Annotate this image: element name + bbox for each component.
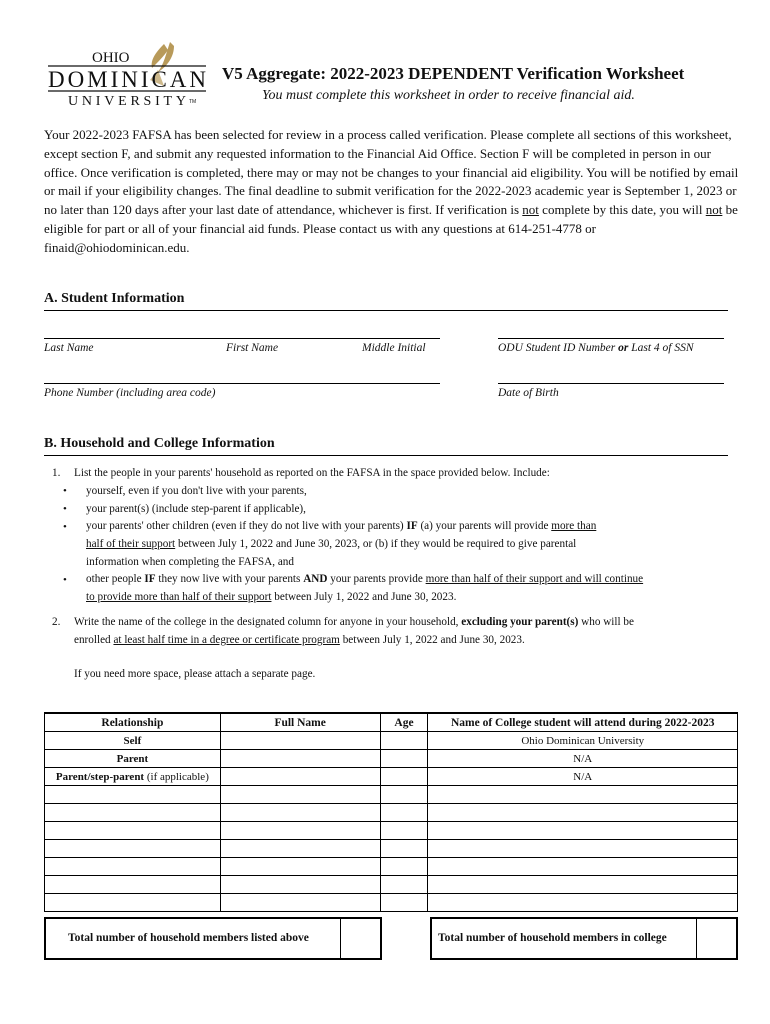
college-cell[interactable] [428,876,738,894]
full-name-cell[interactable] [220,894,380,912]
table-row [45,858,738,876]
age-cell[interactable] [380,750,428,768]
age-cell[interactable] [380,786,428,804]
section-a-title: A. Student Information [44,291,185,306]
middle-initial-label: Middle Initial [362,342,426,354]
age-cell[interactable] [380,858,428,876]
page-subtitle: You must complete this worksheet in order to receive financial aid. [262,88,635,103]
age-cell[interactable] [380,894,428,912]
age-cell[interactable] [380,840,428,858]
college-cell[interactable]: Ohio Dominican University [428,732,738,750]
relationship-cell[interactable] [45,894,221,912]
relationship-cell[interactable]: Self [45,732,221,750]
relationship-cell[interactable] [45,876,221,894]
age-cell[interactable] [380,876,428,894]
section-a-rule [44,310,728,311]
total-college-box [430,917,738,960]
relationship-cell[interactable] [45,840,221,858]
logo-dominican: DOMINICAN [48,67,206,92]
table-row [45,732,738,750]
bullet-2-text: your parent(s) (include step-parent if applicable), [86,503,306,515]
relationship-cell[interactable] [45,804,221,822]
header-age: Age [380,713,428,732]
dob-label: Date of Birth [498,387,559,399]
total-college-label: Total number of household members in college [438,932,667,944]
table-row [45,822,738,840]
college-cell[interactable] [428,840,738,858]
college-cell[interactable] [428,894,738,912]
total-household-label: Total number of household members listed above [68,932,309,944]
bullet-2: • [63,503,67,515]
age-cell[interactable] [380,804,428,822]
age-cell[interactable] [380,768,428,786]
bullet-4-line-2: to provide more than half of their support between July 1, 2022 and June 30, 2023. [86,591,457,603]
table-header-row [45,713,738,732]
bullet-3-line-1: your parents' other children (even if they do not live with your parents) IF (a) your parents will provide more than [86,520,597,532]
relationship-cell[interactable] [45,858,221,876]
first-name-label: First Name [226,342,279,354]
logo-tm: TM [189,99,197,105]
section-b-rule [44,455,728,456]
header-full-name: Full Name [220,713,380,732]
age-cell[interactable] [380,822,428,840]
bullet-1: • [63,485,67,497]
bullet-3-line-3: information when completing the FAFSA, and [86,556,294,568]
last-name-label: Last Name [44,342,94,354]
full-name-cell[interactable] [220,786,380,804]
phone-label: Phone Number (including area code) [44,387,216,399]
full-name-cell[interactable] [220,804,380,822]
bullet-3-line-2: half of their support between July 1, 2022 and June 30, 2023, or (b) if they would be required to give parental [86,538,577,550]
college-cell[interactable]: N/A [428,768,738,786]
phone-field[interactable] [44,383,440,384]
bullet-1-text: yourself, even if you don't live with your parents, [86,485,307,497]
total-household-box [44,917,382,960]
college-cell[interactable] [428,822,738,840]
item-2-line-2: enrolled at least half time in a degree or certificate program between July 1, 2022 and June 30, 2023. [74,634,525,646]
logo-graphic [46,40,208,110]
table-row [45,840,738,858]
name-field[interactable] [44,338,440,339]
table-row [45,804,738,822]
full-name-cell[interactable] [220,750,380,768]
table-row [45,894,738,912]
full-name-cell[interactable] [220,822,380,840]
relationship-cell[interactable] [45,786,221,804]
dob-field[interactable] [498,383,724,384]
bullet-3: • [63,521,67,533]
header-college: Name of College student will attend during 2022-2023 [428,713,738,732]
relationship-cell[interactable] [45,822,221,840]
university-logo [46,40,208,110]
item-1-text: List the people in your parents' household as reported on the FAFSA in the space provided below. Include: [74,467,550,479]
total-college-input[interactable] [696,919,737,958]
full-name-cell[interactable] [220,876,380,894]
intro-paragraph: Your 2022-2023 FAFSA has been selected for review in a process called verification. Please complete all sections of this worksheet, except section F, and submit any requested information to the Financial Aid Office. Section F will be completed in person in our office. Once verification is completed, there may or may not be changes to your financial aid eligibility. You will be notified by email or mail if your eligibility changes. The final deadline to submit verification for the 2022-2023 academic year is September 1, 2023 or no later than 120 days after your last date of attendance, whichever is first. If verification is not complete by this date, you will not be eligible for part or all of your financial aid funds. Please contact us with any questions at 614-251-4778 or finaid@ohiodominican.edu. [44,127,739,255]
student-id-field[interactable] [498,338,724,339]
table-row [45,768,738,786]
item-2-number: 2. [52,616,61,628]
table-row [45,750,738,768]
section-b-title: B. Household and College Information [44,436,275,451]
logo-ohio: OHIO [92,50,130,66]
full-name-cell[interactable] [220,858,380,876]
relationship-cell[interactable]: Parent/step-parent (if applicable) [45,768,221,786]
college-cell[interactable] [428,786,738,804]
page-title: V5 Aggregate: 2022-2023 DEPENDENT Verification Worksheet [222,64,685,83]
full-name-cell[interactable] [220,768,380,786]
total-household-input[interactable] [340,919,381,958]
bullet-4: • [63,574,67,586]
college-cell[interactable]: N/A [428,750,738,768]
full-name-cell[interactable] [220,840,380,858]
full-name-cell[interactable] [220,732,380,750]
logo-university: UNIVERSITY [68,94,186,109]
space-note: If you need more space, please attach a separate page. [74,668,316,680]
college-cell[interactable] [428,804,738,822]
age-cell[interactable] [380,732,428,750]
header-relationship: Relationship [45,713,221,732]
table-row [45,786,738,804]
student-id-label: ODU Student ID Number or Last 4 of SSN [498,342,694,354]
table-row [45,876,738,894]
item-1-number: 1. [52,467,61,479]
college-cell[interactable] [428,858,738,876]
relationship-cell[interactable]: Parent [45,750,221,768]
household-table [44,712,738,912]
bullet-4-line-1: other people IF they now live with your parents AND your parents provide more than half of their support and will continue [86,573,644,585]
item-2-line-1: Write the name of the college in the designated column for anyone in your household, excluding your parent(s) who will be [74,616,634,628]
